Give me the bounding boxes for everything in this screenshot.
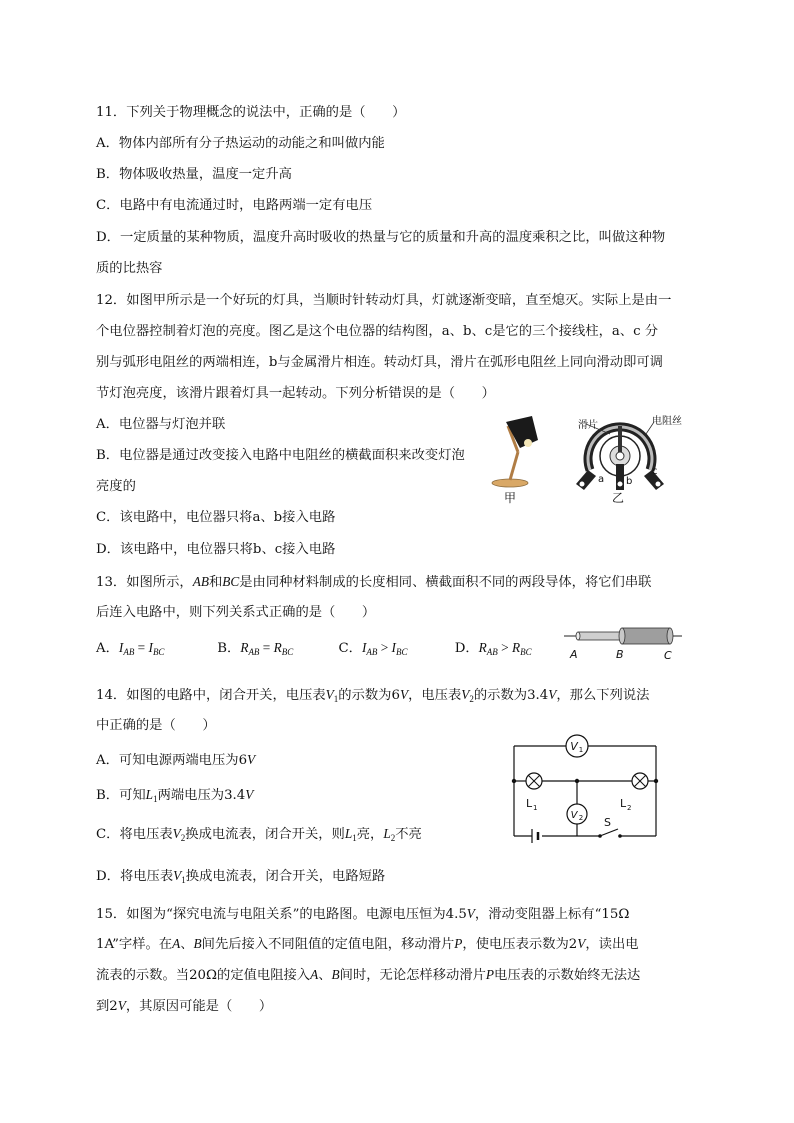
- q12-figure: [488, 412, 710, 508]
- voltmeter-v1: [566, 735, 588, 757]
- q14-option-b: B．可知$L_1$两端电压为3.4V: [96, 787, 254, 804]
- q13-stem-line1: 13．如图所示，AB和BC是由同种材料制成的长度相同、横截面积不同的两段导体，将它们串联: [96, 574, 652, 590]
- conductor-label-c: C: [664, 649, 672, 662]
- potentiometer-illustration: [576, 422, 664, 490]
- q12-stem-line4: 节灯泡亮度，该滑片跟着灯具一起转动。下列分析错误的是（ ）: [96, 386, 495, 401]
- fig-label-slider: 滑片: [578, 420, 598, 431]
- svg-text:2: 2: [627, 804, 632, 812]
- fig-label-wire: 电阻丝: [652, 416, 682, 427]
- q13-options: [96, 638, 532, 662]
- q14-stem-line1: 14．如图的电路中，闭合开关，电压表$V_1$的示数为6V，电压表$V_2$的示数为3.4V，那么下列说法: [96, 687, 650, 704]
- q11-option-c: C．电路中有电流通过时，电路两端一定有电压: [96, 198, 373, 213]
- q14-option-d: D．将电压表$V_1$换成电流表，闭合开关，电路短路: [96, 868, 386, 885]
- svg-text:V: V: [570, 740, 578, 753]
- fig-terminal-c: c: [652, 466, 658, 477]
- svg-text:1: 1: [533, 804, 538, 812]
- voltmeter-v2: [567, 804, 587, 824]
- label-l1: L: [526, 797, 533, 810]
- q11-option-a: A．物体内部所有分子热运动的动能之和叫做内能: [96, 136, 385, 151]
- q11-option-d-cont: 质的比热容: [96, 261, 163, 276]
- q15-stem-line4: 到2V，其原因可能是（ ）: [96, 998, 273, 1014]
- lamp-l1: [526, 773, 542, 789]
- fig-terminal-a: a: [598, 474, 605, 485]
- lamp-l2: [632, 773, 648, 789]
- svg-text:1: 1: [578, 746, 584, 754]
- q13-option-d: D．$R_{AB} > R_{BC}$: [454, 640, 532, 657]
- label-l2: L: [620, 797, 627, 810]
- q12-option-a: A．电位器与灯泡并联: [96, 417, 226, 432]
- q15-stem-line1: 15．如图为“探究电流与电阻关系”的电路图。电源电压恒为4.5V，滑动变阻器上标有“15Ω: [96, 906, 630, 922]
- q13-option-b: B．$R_{AB} = R_{BC}$: [217, 640, 294, 657]
- desk-lamp-illustration: [492, 416, 538, 487]
- q12-option-b: B．电位器是通过改变接入电路中电阻丝的横截面积来改变灯泡: [96, 448, 465, 463]
- q13-option-c: C．$I_{AB} > I_{BC}$: [338, 640, 408, 657]
- q12-stem-line3: 别与弧形电阻丝的两端相连，b与金属滑片相连。转动灯具，滑片在弧形电阻丝上同向滑动即可调: [96, 355, 663, 370]
- q14-circuit-diagram: [508, 732, 664, 846]
- q15-stem-line3: 流表的示数。当20Ω的定值电阻接入A、B间时，无论怎样移动滑片P电压表的示数始终无法达: [96, 967, 641, 983]
- q11-option-d: D．一定质量的某种物质，温度升高时吸收的热量与它的质量和升高的温度乘积之比，叫做这种物: [96, 230, 666, 245]
- conductor-label-a: A: [570, 648, 578, 661]
- svg-text:V: V: [570, 810, 578, 821]
- conductor-label-b: B: [616, 648, 624, 661]
- q14-option-a: A．可知电源两端电压为6V: [96, 752, 256, 768]
- q13-conductor-figure: [562, 622, 684, 662]
- q13-stem-line2: 后连入电路中，则下列关系式正确的是（ ）: [96, 605, 376, 620]
- q12-stem-line2: 个电位器控制着灯泡的亮度。图乙是这个电位器的结构图，a、b、c是它的三个接线柱，a、c 分: [96, 324, 659, 339]
- fig-terminal-b: b: [626, 476, 633, 487]
- fig-label-jia: 甲: [503, 491, 517, 505]
- q15-stem-line2: 1A”字样。在A、B间先后接入不同阻值的定值电阻，移动滑片P，使电压表示数为2V，读出电: [96, 936, 639, 952]
- q11-option-b: B．物体吸收热量，温度一定升高: [96, 167, 292, 182]
- label-switch: S: [604, 816, 611, 829]
- q12-option-d: D．该电路中，电位器只将b、c接入电路: [96, 542, 336, 557]
- fig-label-yi: 乙: [611, 491, 625, 505]
- q14-option-c: C．将电压表$V_2$换成电流表，闭合开关，则$L_1$亮，$L_2$不亮: [96, 826, 422, 843]
- q13-option-a: A．$I_{AB} = I_{BC}$: [96, 640, 165, 657]
- q12-option-c: C．该电路中，电位器只将a、b接入电路: [96, 510, 336, 525]
- q12-option-b-cont: 亮度的: [96, 479, 136, 494]
- q12-stem-line1: 12．如图甲所示是一个好玩的灯具，当顺时针转动灯具，灯就逐渐变暗，直至熄灭。实际上是由一: [96, 293, 672, 308]
- q14-stem-line2: 中正确的是（ ）: [96, 718, 216, 733]
- svg-text:2: 2: [578, 814, 584, 822]
- q11-stem: 11．下列关于物理概念的说法中，正确的是（ ）: [96, 105, 406, 120]
